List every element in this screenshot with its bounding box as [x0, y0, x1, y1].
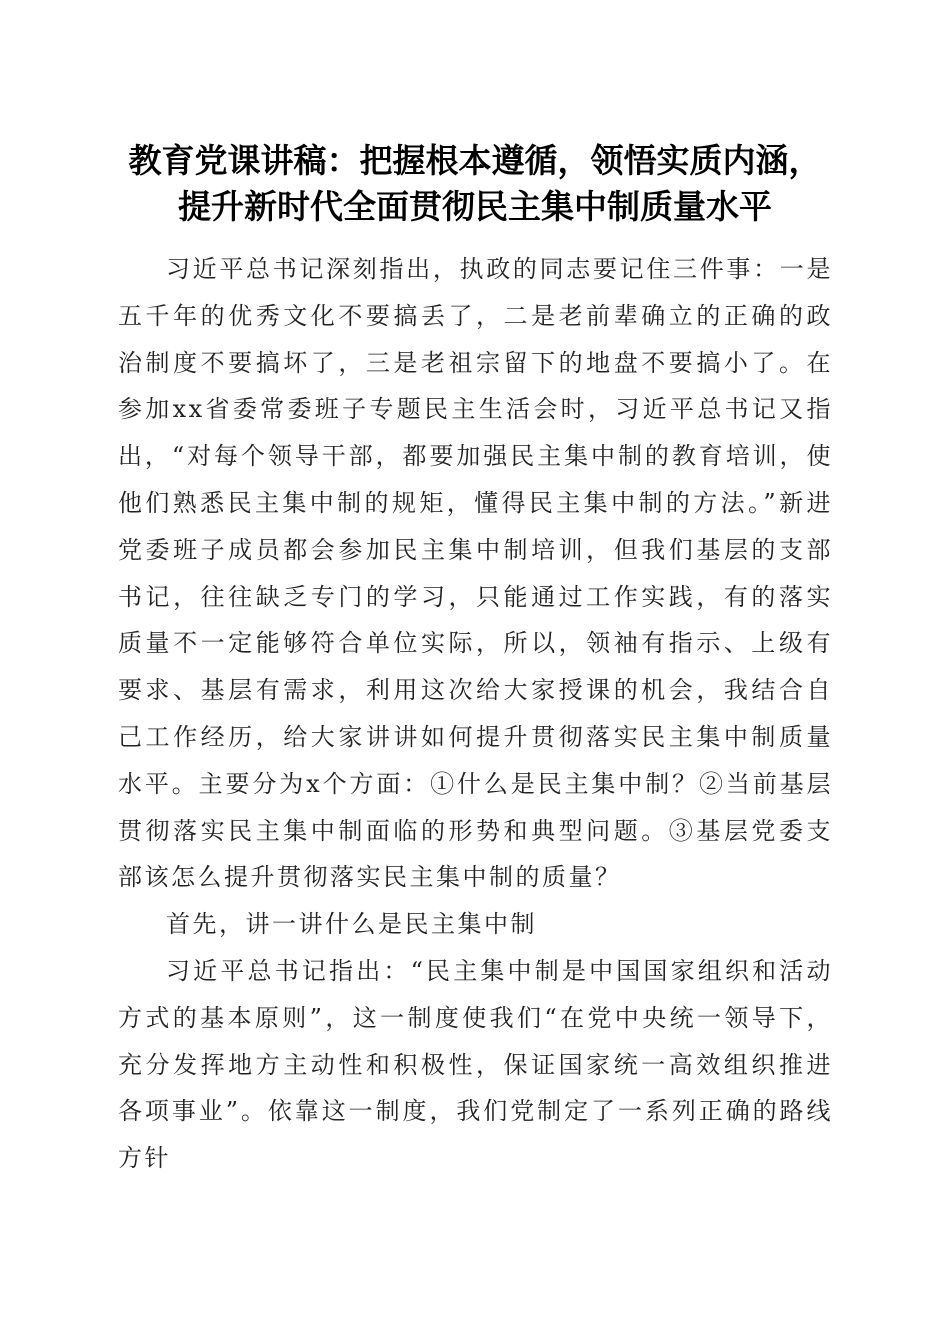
title-line-2: 提升新时代全面贯彻民主集中制质量水平	[178, 187, 772, 226]
paragraph-section-1: 习近平总书记指出：“民主集中制是中国国家组织和活动方式的基本原则”，这一制度使我们“在党中央统一领导下，充分发挥地方主动性和积极性，保证国家统一高效组织推进各项事业”。依靠这一制度，我们党制定了一系列正确的路线方针	[118, 956, 833, 1173]
document-body	[118, 246, 833, 1182]
title-line-1: 教育党课讲稿：把握根本遵循，领悟实质内涵，	[128, 141, 822, 180]
section-heading: 首先，讲一讲什么是民主集中制	[166, 910, 537, 939]
paragraph-intro: 习近平总书记深刻指出，执政的同志要记住三件事：一是五千年的优秀文化不要搞丢了，二是老前辈确立的正确的政治制度不要搞坏了，三是老祖宗留下的地盘不要搞小了。在参加xx省委常委班子专题民主生活会时，习近平总书记又指出，“对每个领导干部，都要加强民主集中制的教育培训，使他们熟悉民主集中制的规矩，懂得民主集中制的方法。”新进党委班子成员都会参加民主集中制培训，但我们基层的支部书记，往往缺乏专门的学习，只能通过工作实践，有的落实质量不一定能够符合单位实际，所以，领袖有指示、上级有要求、基层有需求，利用这次给大家授课的机会，我结合自己工作经历，给大家讲讲如何提升贯彻落实民主集中制质量水平。主要分为x个方面：①什么是民主集中制？②当前基层贯彻落实民主集中制面临的形势和典型问题。③基层党委支部该怎么提升贯彻落实民主集中制的质量？	[118, 255, 833, 892]
document-title	[100, 138, 850, 230]
